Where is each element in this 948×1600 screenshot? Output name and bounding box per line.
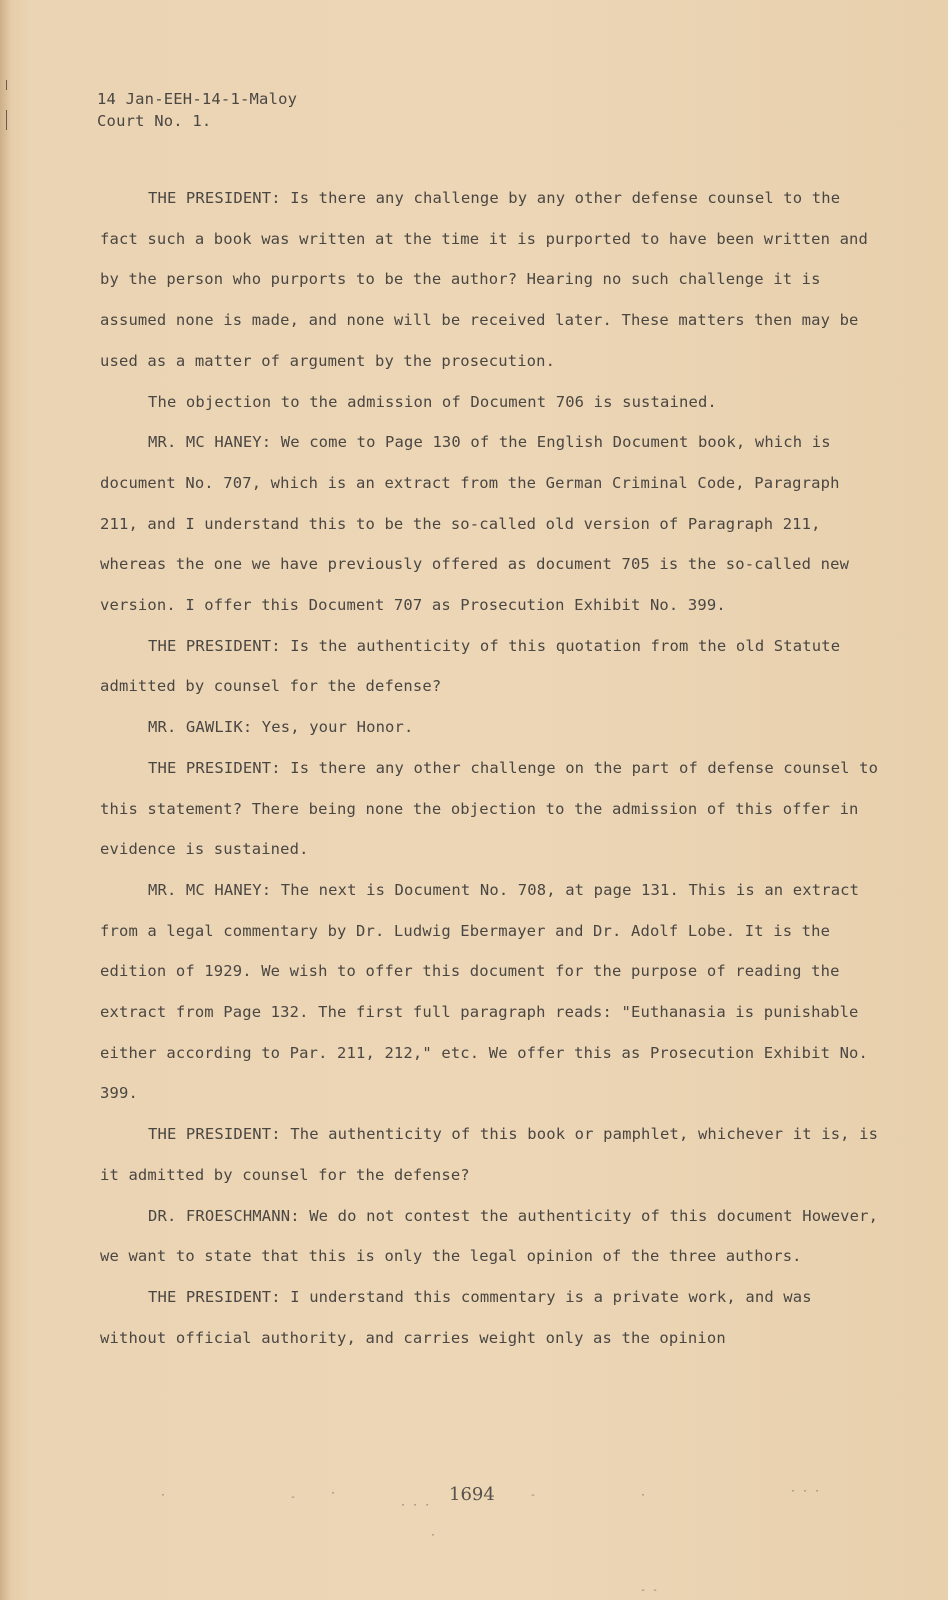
- speck: ·: [430, 1530, 437, 1541]
- transcript-body: [100, 178, 880, 1358]
- header-reference: 14 Jan-EEH-14-1-Maloy: [97, 90, 298, 108]
- paragraph: DR. FROESCHMANN: We do not contest the authenticity of this document However, we want to state that this is only the legal opinion of the three authors.: [100, 1206, 879, 1266]
- paragraph: THE PRESIDENT: Is there any challenge by any other defense counsel to the fact such a book was written at the time it is purported to have been written and by the person who purports to be the author? Hearing no such challenge it is assumed none is made, and none will be received later. These matters then may be used as a matter of argument by the prosecution.: [100, 189, 869, 370]
- paragraph: THE PRESIDENT: The authenticity of this book or pamphlet, whichever it is, is it admitted by counsel for the defense?: [100, 1125, 879, 1184]
- paragraph: THE PRESIDENT: I understand this commentary is a private work, and was without official authority, and carries weight only as the opinion: [100, 1287, 812, 1347]
- header-court: Court No. 1.: [97, 112, 212, 130]
- speck: ·: [330, 1488, 337, 1499]
- paragraph: The objection to the admission of Document 706 is sustained.: [148, 392, 717, 411]
- speck: - -: [640, 1585, 659, 1596]
- paragraph: MR. MC HANEY: The next is Document No. 708, at page 131. This is an extract from a legal commentary by Dr. Ludwig Ebermayer and Dr. Adolf Lobe. It is the edition of 1929. We wish to offer this document for the purpose of reading the extract from Page 132. The first full paragraph reads: "Euthanasia is punishable either according to Par. 211, 212," etc. We offer this as Prosecution Exhibit No. 399.: [100, 880, 869, 1103]
- speck: -: [530, 1490, 537, 1501]
- paragraph: MR. GAWLIK: Yes, your Honor.: [148, 718, 414, 737]
- page-number: 1694: [449, 1484, 495, 1505]
- document-header: [97, 88, 297, 132]
- speck: ·: [640, 1490, 647, 1501]
- speck: · · ·: [790, 1486, 821, 1497]
- paragraph: MR. MC HANEY: We come to Page 130 of the English Document book, which is document No. 707, which is an extract from the German Criminal Code, Paragraph 211, and I understand this to be the so-called old version of Paragraph 211, whereas the one we have previously offered as document 705 is the so-called new version. I offer this Document 707 as Prosecution Exhibit No. 399.: [100, 433, 850, 615]
- speck: · · ·: [400, 1500, 431, 1511]
- speck: ·: [160, 1490, 167, 1501]
- paragraph: THE PRESIDENT: Is the authenticity of this quotation from the old Statute admitted by counsel for the defense?: [100, 636, 841, 696]
- margin-mark: [6, 80, 7, 90]
- paragraph: THE PRESIDENT: Is there any other challenge on the part of defense counsel to this statement? There being none the objection to the admission of this offer in evidence is sustained.: [100, 758, 879, 859]
- margin-mark: [6, 110, 7, 130]
- speck: -: [290, 1492, 297, 1503]
- page-left-edge: [0, 0, 10, 1600]
